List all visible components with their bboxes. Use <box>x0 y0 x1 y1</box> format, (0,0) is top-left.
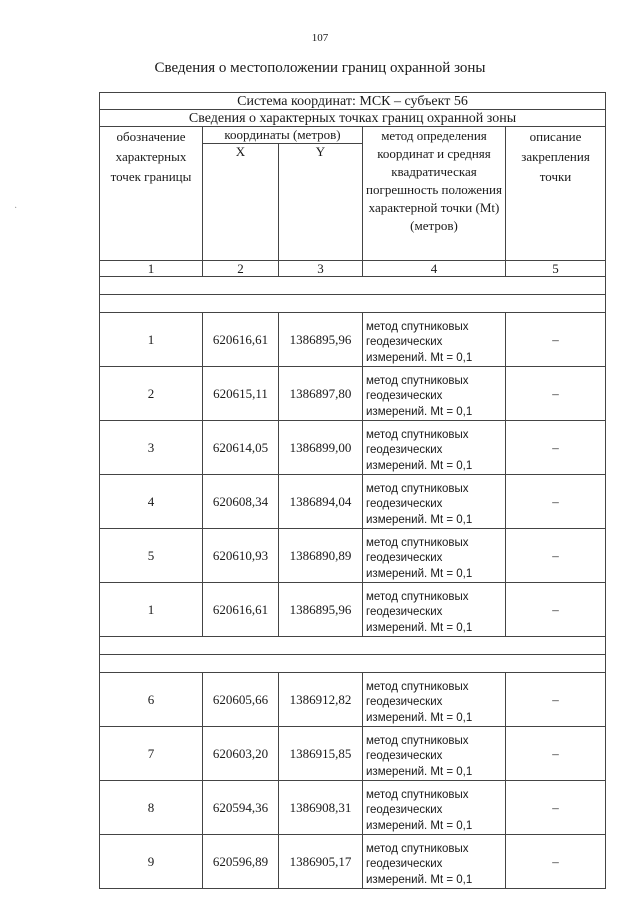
description-cell: – <box>506 727 606 781</box>
coord-x: 620605,66 <box>203 673 279 727</box>
column-number: 4 <box>363 261 506 277</box>
coord-y: 1386897,80 <box>279 367 363 421</box>
contour-separator-row <box>100 637 606 655</box>
coord-x: 620614,05 <box>203 421 279 475</box>
method-cell: метод спутниковых геодезических измерений. Mt = 0,1 <box>363 727 506 781</box>
header-coordinates: координаты (метров) <box>203 127 363 144</box>
contour-separator-row <box>100 655 606 673</box>
method-cell: метод спутниковых геодезических измерений. Mt = 0,1 <box>363 529 506 583</box>
page-number: 107 <box>311 32 329 44</box>
table-row <box>100 835 606 889</box>
table-row <box>100 673 606 727</box>
header-method: метод определения координат и средняя квадратическая погрешность положения характерной точки (Mt) (метров) <box>363 127 506 261</box>
method-cell: метод спутниковых геодезических измерений. Mt = 0,1 <box>363 781 506 835</box>
coord-y: 1386912,82 <box>279 673 363 727</box>
coord-x: 620610,93 <box>203 529 279 583</box>
table-row <box>100 313 606 367</box>
table-row <box>100 367 606 421</box>
description-cell: – <box>506 475 606 529</box>
document-title: Сведения о местоположении границ охранной зоны <box>154 60 486 76</box>
contour-separator-row <box>100 277 606 295</box>
point-number: 9 <box>100 835 203 889</box>
table-row <box>100 421 606 475</box>
coordinate-system-header: Система координат: МСК – субъект 56 <box>100 93 606 110</box>
method-cell: метод спутниковых геодезических измерений. Mt = 0,1 <box>363 583 506 637</box>
description-cell: – <box>506 835 606 889</box>
header-description: описание закрепления точки <box>506 127 606 261</box>
coord-y: 1386915,85 <box>279 727 363 781</box>
coord-y: 1386899,00 <box>279 421 363 475</box>
header-x: X <box>203 144 279 261</box>
point-number: 7 <box>100 727 203 781</box>
method-cell: метод спутниковых геодезических измерений. Mt = 0,1 <box>363 367 506 421</box>
description-cell: – <box>506 673 606 727</box>
point-number: 6 <box>100 673 203 727</box>
column-number: 5 <box>506 261 606 277</box>
table-row <box>100 583 606 637</box>
point-number: 8 <box>100 781 203 835</box>
coord-x: 620615,11 <box>203 367 279 421</box>
table-row <box>100 529 606 583</box>
boundary-points-table <box>99 92 606 889</box>
coord-y: 1386890,89 <box>279 529 363 583</box>
table-row <box>100 475 606 529</box>
coord-y: 1386908,31 <box>279 781 363 835</box>
table-row <box>100 727 606 781</box>
description-cell: – <box>506 421 606 475</box>
description-cell: – <box>506 781 606 835</box>
method-cell: метод спутниковых геодезических измерений. Mt = 0,1 <box>363 421 506 475</box>
header-y: Y <box>279 144 363 261</box>
point-number: 5 <box>100 529 203 583</box>
column-number: 3 <box>279 261 363 277</box>
method-cell: метод спутниковых геодезических измерений. Mt = 0,1 <box>363 673 506 727</box>
point-number: 4 <box>100 475 203 529</box>
coord-y: 1386895,96 <box>279 583 363 637</box>
coord-x: 620616,61 <box>203 583 279 637</box>
point-number: 1 <box>100 583 203 637</box>
coord-x: 620594,36 <box>203 781 279 835</box>
method-cell: метод спутниковых геодезических измерений. Mt = 0,1 <box>363 475 506 529</box>
column-number: 1 <box>100 261 203 277</box>
point-number: 3 <box>100 421 203 475</box>
description-cell: – <box>506 367 606 421</box>
method-cell: метод спутниковых геодезических измерений. Mt = 0,1 <box>363 835 506 889</box>
contour-separator-row <box>100 295 606 313</box>
coord-y: 1386895,96 <box>279 313 363 367</box>
coord-x: 620616,61 <box>203 313 279 367</box>
coord-x: 620603,20 <box>203 727 279 781</box>
coord-x: 620596,89 <box>203 835 279 889</box>
description-cell: – <box>506 313 606 367</box>
coord-y: 1386894,04 <box>279 475 363 529</box>
method-cell: метод спутниковых геодезических измерений. Mt = 0,1 <box>363 313 506 367</box>
coord-y: 1386905,17 <box>279 835 363 889</box>
section-header: Сведения о характерных точках границ охранной зоны <box>100 110 606 127</box>
table-row <box>100 781 606 835</box>
coord-x: 620608,34 <box>203 475 279 529</box>
column-number: 2 <box>203 261 279 277</box>
margin-mark: · <box>14 203 18 214</box>
point-number: 1 <box>100 313 203 367</box>
column-numbers-row <box>100 261 606 277</box>
header-point-label: обозначение характерных точек границы <box>100 127 203 261</box>
point-number: 2 <box>100 367 203 421</box>
description-cell: – <box>506 529 606 583</box>
description-cell: – <box>506 583 606 637</box>
